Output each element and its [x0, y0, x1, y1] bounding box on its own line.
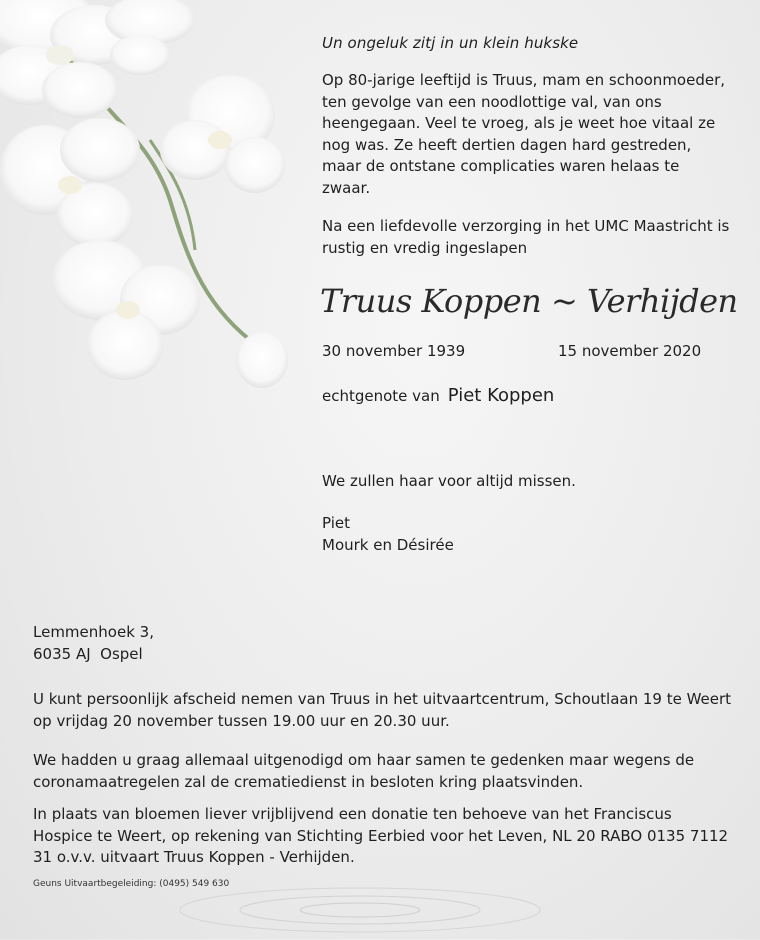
info-paragraph: We hadden u graag allemaal uitgenodigd om haar samen te gedenken maar wegens de coronamaatregelen zal de crematiedienst in besloten kring plaatsvinden.	[33, 751, 695, 791]
announcement-paragraph: Op 80-jarige leeftijd is Truus, mam en schoonmoeder, ten gevolge van een noodlottige val, van ons heengegaan. Veel te vroeg, als je weet hoe vitaal ze nog was. Ze heeft dertien dagen hard gestreden, maar de ontstane complicaties waren helaas te zwaar.	[322, 71, 726, 197]
deceased-name: Truus Koppen ~ Verhijden	[320, 282, 738, 320]
birth-date: 30 november 1939	[322, 342, 466, 360]
spouse-name: Piet Koppen	[447, 385, 555, 406]
closing-text: We zullen haar voor altijd missen.	[322, 472, 576, 490]
info-paragraph: In plaats van bloemen liever vrijblijvend een donatie ten behoeve van het Franciscus Hospice te Weert, op rekening van Stichting Eerbied voor het Leven, NL 20 RABO 0135 7112 31 o.v.v. uitvaart Truus Koppen - Verhijden.	[33, 805, 729, 866]
water-ripple-icon	[150, 860, 570, 940]
undertaker-contact: Geuns Uitvaartbegeleiding: (0495) 549 630	[33, 879, 230, 889]
signers	[322, 513, 454, 556]
address-line: Lemmenhoek 3,	[33, 623, 154, 641]
address	[33, 622, 154, 665]
spouse-prefix: echtgenote van	[322, 387, 440, 405]
spouse-line	[322, 385, 554, 406]
orchid-flowers-icon	[0, 0, 300, 420]
motto: Un ongeluk zitj in un klein hukske	[322, 34, 579, 52]
address-line: 6035 AJ Ospel	[33, 644, 143, 663]
death-date: 15 november 2020	[558, 342, 702, 360]
signer: Mourk en Désirée	[322, 535, 454, 554]
signer: Piet	[322, 514, 350, 532]
announcement-paragraph: Na een liefdevolle verzorging in het UMC Maastricht is rustig en vredig ingeslapen	[322, 217, 730, 257]
info-paragraph: U kunt persoonlijk afscheid nemen van Truus in het uitvaartcentrum, Schoutlaan 19 te Weert op vrijdag 20 november tussen 19.00 uur en 20.30 uur.	[33, 690, 732, 730]
